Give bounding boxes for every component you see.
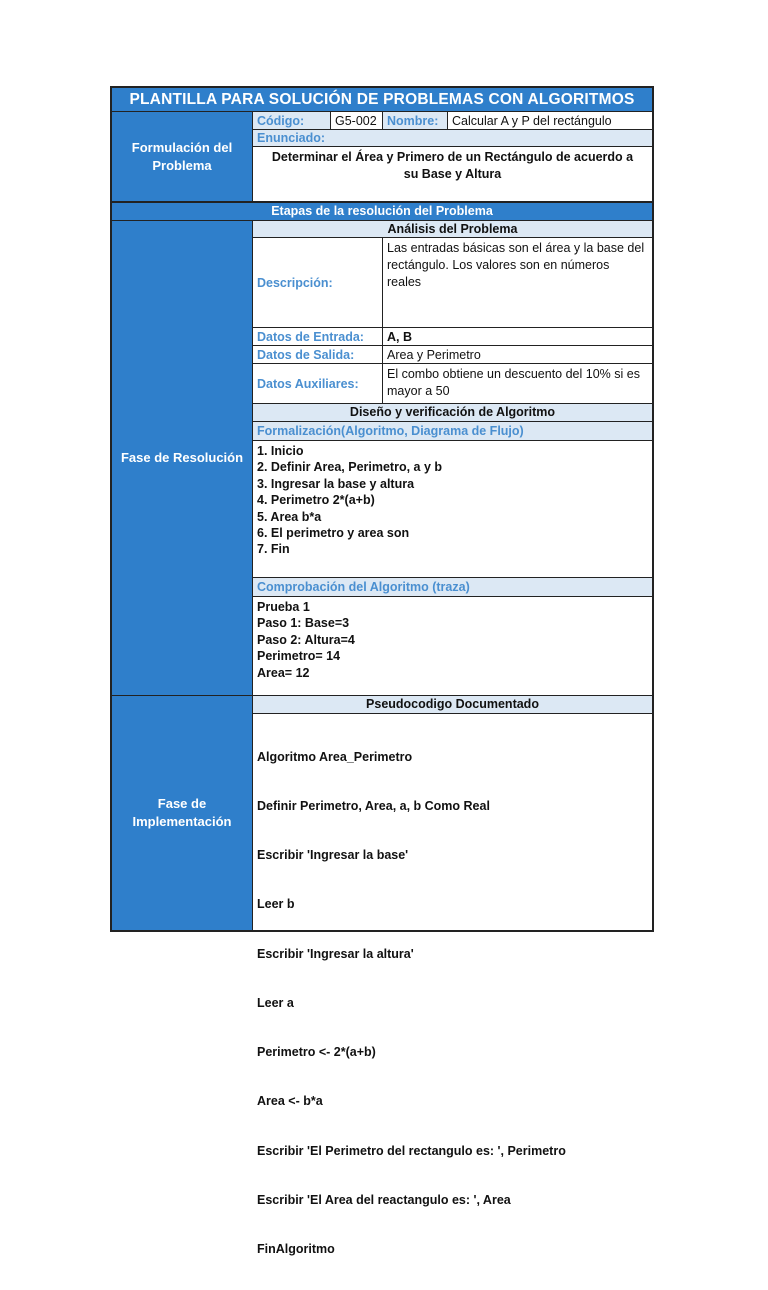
list-item: 3. Ingresar la base y altura bbox=[257, 476, 415, 491]
entrada-value: A, B bbox=[382, 327, 653, 346]
code-line: Leer b bbox=[257, 897, 295, 912]
etapas-title: Etapas de la resolución del Problema bbox=[111, 202, 653, 221]
nombre-label: Nombre: bbox=[382, 111, 448, 130]
list-item: Area= 12 bbox=[257, 665, 310, 680]
resolucion-side-label: Fase de Resolución bbox=[111, 220, 253, 696]
codigo-label: Código: bbox=[252, 111, 331, 130]
entrada-label: Datos de Entrada: bbox=[252, 327, 383, 346]
list-item: 4. Perimetro 2*(a+b) bbox=[257, 493, 375, 508]
formalizacion-label: Formalización(Algoritmo, Diagrama de Flujo) bbox=[252, 421, 653, 441]
diseno-title: Diseño y verificación de Algoritmo bbox=[252, 403, 653, 422]
auxiliares-label: Datos Auxiliares: bbox=[252, 363, 383, 404]
implementacion-side-label: Fase de Implementación bbox=[111, 695, 253, 931]
trace-list bbox=[252, 596, 653, 696]
list-item: 7. Fin bbox=[257, 542, 290, 557]
salida-value: Area y Perimetro bbox=[382, 345, 653, 364]
code-line: Escribir 'Ingresar la base' bbox=[257, 848, 409, 863]
code-line: Escribir 'Ingresar la altura' bbox=[257, 946, 414, 961]
descripcion-text: Las entradas básicas son el área y la base del rectángulo. Los valores son en números reales bbox=[382, 237, 653, 328]
list-item: Perimetro= 14 bbox=[257, 649, 341, 664]
list-item: 5. Area b*a bbox=[257, 509, 322, 524]
code-line: FinAlgoritmo bbox=[257, 1242, 335, 1256]
formulacion-side-label: Formulación del Problema bbox=[111, 111, 253, 202]
code-line: Escribir 'El Area del reactangulo es: ', Area bbox=[257, 1192, 511, 1207]
algorithm-steps bbox=[252, 440, 653, 578]
template-sheet bbox=[110, 86, 654, 1256]
descripcion-label: Descripción: bbox=[252, 237, 383, 328]
list-item: 2. Definir Area, Perimetro, a y b bbox=[257, 460, 443, 475]
code-line: Perimetro <- 2*(a+b) bbox=[257, 1045, 376, 1060]
list-item: Prueba 1 bbox=[257, 600, 310, 614]
nombre-value: Calcular A y P del rectángulo bbox=[447, 111, 653, 130]
enunciado-label: Enunciado: bbox=[252, 129, 653, 147]
page-title: PLANTILLA PARA SOLUCIÓN DE PROBLEMAS CON ALGORITMOS bbox=[111, 87, 653, 112]
list-item: Paso 2: Altura=4 bbox=[257, 632, 355, 647]
code-line: Algoritmo Area_Perimetro bbox=[257, 749, 413, 764]
analisis-title: Análisis del Problema bbox=[252, 220, 653, 238]
pseudocode-block bbox=[252, 713, 653, 1256]
code-line: Definir Perimetro, Area, a, b Como Real bbox=[257, 799, 490, 814]
comprobacion-label: Comprobación del Algoritmo (traza) bbox=[252, 577, 653, 597]
list-item: 1. Inicio bbox=[257, 444, 304, 458]
code-line: Leer a bbox=[257, 995, 294, 1010]
list-item: Paso 1: Base=3 bbox=[257, 616, 350, 631]
pseudo-title: Pseudocodigo Documentado bbox=[252, 695, 653, 714]
codigo-value: G5-002 bbox=[330, 111, 383, 130]
enunciado-text: Determinar el Área y Primero de un Rectángulo de acuerdo a su Base y Altura bbox=[252, 146, 653, 202]
auxiliares-value: El combo obtiene un descuento del 10% si es mayor a 50 bbox=[382, 363, 653, 404]
code-line: Escribir 'El Perimetro del rectangulo es: ', Perimetro bbox=[257, 1143, 566, 1158]
salida-label: Datos de Salida: bbox=[252, 345, 383, 364]
list-item: 6. El perimetro y area son bbox=[257, 526, 410, 541]
code-line: Area <- b*a bbox=[257, 1094, 323, 1109]
